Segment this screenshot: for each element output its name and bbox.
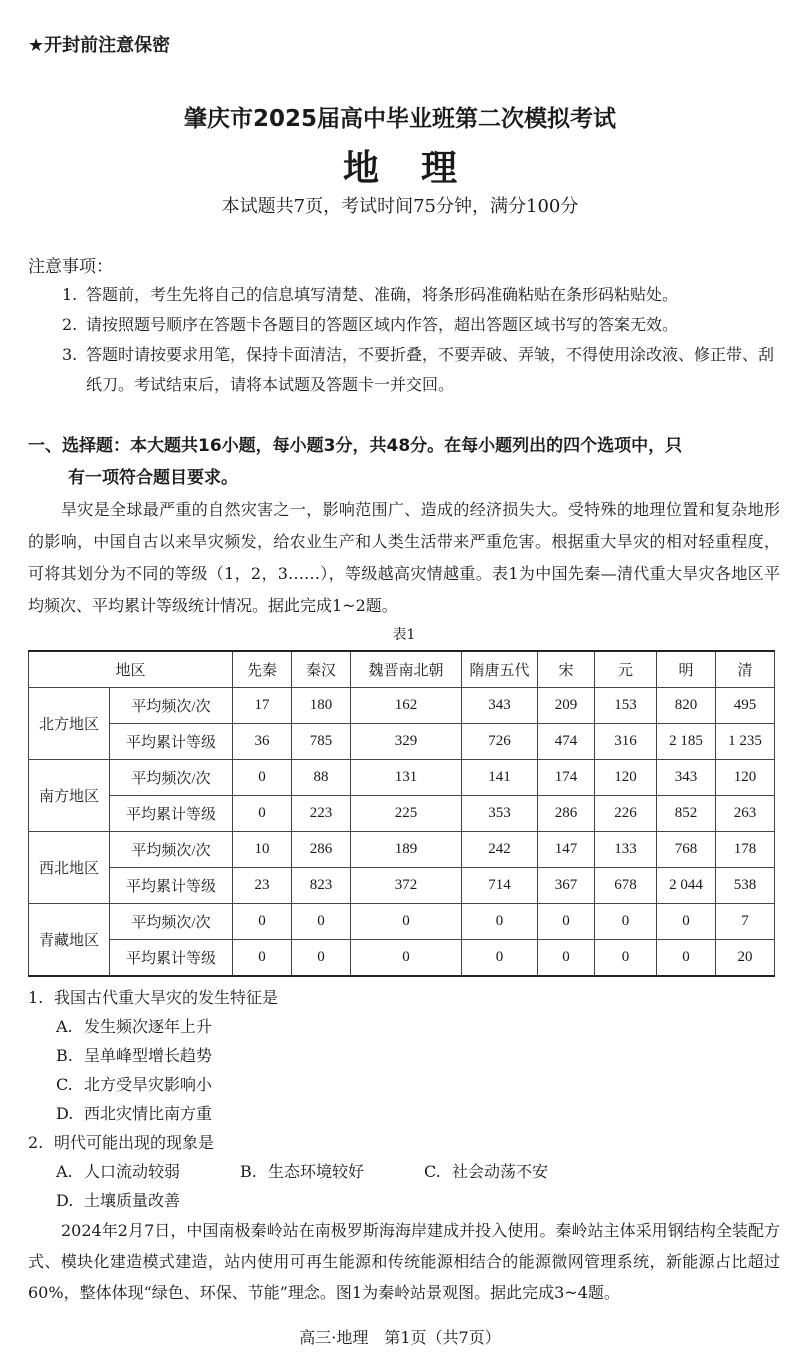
question-stem: 明代可能出现的现象是: [54, 1133, 215, 1152]
note-body: [86, 340, 780, 400]
header-period: 魏晋南北朝: [351, 651, 462, 688]
table-cell: 17: [233, 688, 292, 724]
table-cell: 120: [595, 760, 657, 796]
option-text: 西北灾情比南方重: [84, 1104, 213, 1123]
option-c[interactable]: [424, 1157, 608, 1186]
table-cell: 316: [595, 724, 657, 760]
metric-name: 平均频次/次: [110, 904, 233, 940]
metric-name: 平均累计等级: [110, 868, 233, 904]
header-region: 地区: [29, 651, 233, 688]
note-item: [62, 310, 780, 340]
note-text: 答题前，考生先将自己的信息填写清楚、准确，将条形码准确粘贴在条形码粘贴处。: [86, 285, 679, 304]
paragraph-line: 重大旱灾的相对轻重程度，可将其划分为不同的等级（1，2，3……），等级越高灾情越重。表: [28, 532, 780, 583]
question-2-options: [56, 1157, 780, 1215]
header-period: 宋: [538, 651, 595, 688]
section-heading-line2: 有一项符合题目要求。: [68, 468, 238, 488]
paragraph-line: 旱灾是全球最严重的自然灾害之一，影响范围广、造成的经济损失大。受特殊的地理位: [61, 500, 683, 519]
table-caption: 表1: [392, 627, 416, 643]
table-cell: 768: [657, 832, 716, 868]
metric-name: 平均频次/次: [110, 760, 233, 796]
table-cell: 0: [538, 940, 595, 977]
table-cell: 0: [233, 940, 292, 977]
table-cell: 0: [595, 940, 657, 977]
table-cell: 367: [538, 868, 595, 904]
table-cell: 372: [351, 868, 462, 904]
table-cell: 0: [538, 904, 595, 940]
table-cell: 823: [292, 868, 351, 904]
option-a[interactable]: [56, 1157, 240, 1186]
table-cell: 678: [595, 868, 657, 904]
passage-qinling-station: [28, 1215, 780, 1308]
table-cell: 0: [351, 940, 462, 977]
option-text: 人口流动较弱: [84, 1162, 181, 1181]
table-cell: 88: [292, 760, 351, 796]
table-cell: 538: [716, 868, 775, 904]
exam-title: 肇庆市2025届高中毕业班第二次模拟考试: [183, 106, 616, 132]
note-number: 3.: [62, 345, 78, 364]
table-cell: 0: [595, 904, 657, 940]
question-number: 2.: [28, 1133, 44, 1152]
paragraph-body: [28, 1215, 780, 1308]
table-cell: 209: [538, 688, 595, 724]
table-cell: 0: [351, 904, 462, 940]
option-letter: A.: [56, 1017, 73, 1036]
table-cell: 10: [233, 832, 292, 868]
table-row: [29, 760, 775, 796]
table-cell: 726: [462, 724, 538, 760]
table-row: [29, 868, 775, 904]
metric-name: 平均频次/次: [110, 688, 233, 724]
intro-paragraph: [28, 494, 780, 622]
metric-name: 平均累计等级: [110, 724, 233, 760]
option-text: 生态环境较好: [268, 1162, 365, 1181]
option-letter: D.: [56, 1104, 74, 1123]
question-1: [28, 983, 780, 1012]
subject-char-2: 理: [421, 147, 458, 189]
table-cell: 820: [657, 688, 716, 724]
table-cell: 0: [657, 940, 716, 977]
table-cell: 2 044: [657, 868, 716, 904]
table-cell: 2 185: [657, 724, 716, 760]
header-period: 明: [657, 651, 716, 688]
table-row: [29, 940, 775, 977]
table-cell: 0: [233, 796, 292, 832]
region-name: 西北地区: [29, 832, 110, 904]
exam-info: 本试题共7页，考试时间75分钟，满分100分: [221, 196, 579, 217]
table-cell: 286: [292, 832, 351, 868]
option-text: 土壤质量改善: [84, 1191, 181, 1210]
paragraph-body: [28, 494, 780, 622]
table-cell: 180: [292, 688, 351, 724]
table-cell: 7: [716, 904, 775, 940]
table-cell: 353: [462, 796, 538, 832]
note-item: [62, 340, 780, 400]
table-cell: 785: [292, 724, 351, 760]
option-letter: B.: [56, 1046, 73, 1065]
note-number: 2.: [62, 315, 78, 334]
section-heading: [28, 430, 780, 494]
table-cell: 226: [595, 796, 657, 832]
header-period: 先秦: [233, 651, 292, 688]
region-name: 北方地区: [29, 688, 110, 760]
table-cell: 0: [462, 940, 538, 977]
metric-name: 平均频次/次: [110, 832, 233, 868]
note-text-continued: 液、修正带、刮纸刀。考试结束后，请将本试题及答题卡一并交回。: [86, 345, 775, 394]
table-cell: 0: [462, 904, 538, 940]
option-text: 北方受旱灾影响小: [84, 1075, 213, 1094]
paragraph-line: 网管理系统，新能源占比超过60%，整体体现“绿色、环保、节能”理念。图1为秦岭站景: [28, 1252, 780, 1302]
region-name: 青藏地区: [29, 904, 110, 977]
table-cell: 263: [716, 796, 775, 832]
table-cell: 0: [657, 904, 716, 940]
table-cell: 1 235: [716, 724, 775, 760]
table-cell: 495: [716, 688, 775, 724]
option-letter: C.: [424, 1162, 441, 1181]
metric-name: 平均累计等级: [110, 796, 233, 832]
table-cell: 120: [716, 760, 775, 796]
question-stem: 我国古代重大旱灾的发生特征是: [54, 988, 279, 1007]
question-number: 1.: [28, 988, 44, 1007]
section-heading-line1: 一、选择题：本大题共16小题，每小题3分，共48分。在每小题列出的四个选项中，只: [28, 436, 683, 456]
option-b[interactable]: [56, 1041, 424, 1070]
table-row: [29, 904, 775, 940]
table-cell: 36: [233, 724, 292, 760]
header-period: 元: [595, 651, 657, 688]
option-d[interactable]: [56, 1099, 424, 1128]
table-cell: 714: [462, 868, 538, 904]
subject-title: [0, 146, 800, 190]
option-d[interactable]: [56, 1186, 240, 1215]
table-cell: 329: [351, 724, 462, 760]
table-cell: 0: [292, 904, 351, 940]
paragraph-line: 置和复杂地形的影响，中国自古以来旱灾频发，给农业生产和人类生活带来严重危害。根据: [28, 500, 780, 551]
table-cell: 141: [462, 760, 538, 796]
option-text: 发生频次逐年上升: [84, 1017, 213, 1036]
header-period: 秦汉: [292, 651, 351, 688]
table-row: [29, 724, 775, 760]
question-2: [28, 1128, 780, 1157]
option-b[interactable]: [240, 1157, 424, 1186]
note-number: 1.: [62, 285, 78, 304]
table-cell: 153: [595, 688, 657, 724]
question-1-options: [56, 1012, 780, 1128]
drought-table: [28, 650, 775, 977]
paragraph-line: 2024年2月7日，中国南极秦岭站在南极罗斯海海岸建成并投入使用。秦岭站主体采用: [61, 1221, 668, 1240]
option-letter: D.: [56, 1191, 74, 1210]
table-cell: 189: [351, 832, 462, 868]
table-cell: 133: [595, 832, 657, 868]
table-cell: 131: [351, 760, 462, 796]
region-name: 南方地区: [29, 760, 110, 832]
table-cell: 23: [233, 868, 292, 904]
table-cell: 852: [657, 796, 716, 832]
paragraph-line: 钢结构全装配方式、模块化建造模式建造，站内使用可再生能源和传统能源相结合的能源微: [28, 1221, 780, 1271]
table-cell: 343: [657, 760, 716, 796]
confidential-notice: ★开封前注意保密: [28, 35, 171, 56]
option-c[interactable]: [56, 1070, 424, 1099]
option-letter: C.: [56, 1075, 73, 1094]
table-cell: 225: [351, 796, 462, 832]
option-letter: A.: [56, 1162, 73, 1181]
paragraph-line: 观图。据此完成3~4题。: [442, 1283, 620, 1302]
table-cell: 343: [462, 688, 538, 724]
option-a[interactable]: [56, 1012, 424, 1041]
metric-name: 平均累计等级: [110, 940, 233, 977]
table-cell: 0: [292, 940, 351, 977]
table-cell: 286: [538, 796, 595, 832]
table-cell: 162: [351, 688, 462, 724]
option-text: 呈单峰型增长趋势: [84, 1046, 213, 1065]
table-cell: 0: [233, 904, 292, 940]
paragraph-line: 1为中国先秦—清代重大旱灾各地区平均频次、平均累计等级统计情况。据此完成1~2题。: [28, 564, 780, 615]
notes-title: 注意事项：: [28, 257, 113, 277]
table-cell: 474: [538, 724, 595, 760]
table-row: [29, 796, 775, 832]
table-cell: 178: [716, 832, 775, 868]
option-text: 社会动荡不安: [452, 1162, 549, 1181]
note-item: [62, 280, 780, 310]
table-row: [29, 832, 775, 868]
table-cell: 174: [538, 760, 595, 796]
header-period: 清: [716, 651, 775, 688]
subject-char-1: 地: [342, 147, 379, 189]
table-row: [29, 688, 775, 724]
table-cell: 147: [538, 832, 595, 868]
header-period: 隋唐五代: [462, 651, 538, 688]
option-letter: B.: [240, 1162, 257, 1181]
page-footer: 高三·地理 第1页（共7页）: [299, 1328, 501, 1347]
table-header-row: [29, 651, 775, 688]
note-text: 请按照题号顺序在答题卡各题目的答题区域内作答，超出答题区域书写的答案无效。: [86, 315, 679, 334]
table-cell: 242: [462, 832, 538, 868]
table-cell: 0: [233, 760, 292, 796]
table-cell: 20: [716, 940, 775, 977]
table-cell: 223: [292, 796, 351, 832]
note-text: 答题时请按要求用笔，保持卡面清洁，不要折叠，不要弄破、弄皱，不得使用涂改: [86, 345, 663, 364]
